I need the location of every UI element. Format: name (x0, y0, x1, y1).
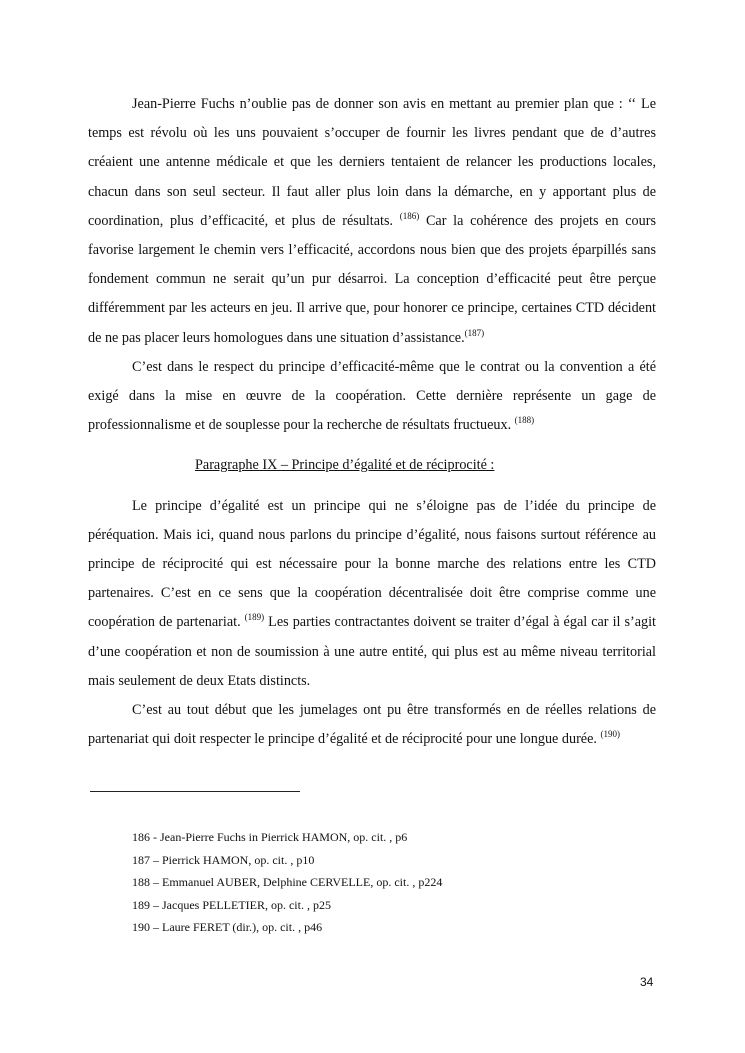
footnote-190: 190 – Laure FERET (dir.), op. cit. , p46 (132, 920, 323, 934)
body-text (88, 90, 656, 754)
footnotes (132, 826, 442, 939)
section-heading: Paragraphe IX – Principe d’égalité et de réciprocité : (195, 457, 495, 474)
paragraph-text: Les parties contractantes doivent se traiter d’égal à égal car il s’agit d’une coopération et non de soumission à une autre entité, qui plus est au même niveau territorial mais seulement de deux Etats distincts. (88, 614, 656, 689)
paragraph-1 (88, 90, 656, 353)
page-number: 34 (640, 975, 654, 989)
footnote-ref-190: (190) (600, 729, 620, 740)
footnote-ref-189: (189) (244, 612, 265, 623)
paragraph-2 (88, 353, 656, 441)
paragraph-text: C’est dans le respect du principe d’efficacité-même que le contrat ou la convention a été exigé dans la mise en œuvre de la coopération. Cette dernière représente un gage de professionnalisme et de souplesse pour la recherche de résultats fructueux. (88, 358, 656, 434)
paragraph-text: Car la cohérence des projets en cours favorise largement le chemin vers l’efficacité, accordons nous bien que des projets éparpillés sans fondement commun ne serait qu’un pur désarroi. La conception d’efficacité peut être perçue différemment par les acteurs en jeu. Il arrive que, pour honorer ce principe, certaines CTD décident de ne pas placer leurs homologues dans une situation d’assistance. (88, 212, 656, 346)
paragraph-text: Jean-Pierre Fuchs n’oublie pas de donner son avis en mettant au premier plan que : ‘‘ Le temps est révolu où les uns pouvaient s’occuper de fournir les livres pendant que de d’autres créaient une antenne médicale et que les derniers tentaient de relancer les productions locales, chacun dans son seul secteur. Il faut aller plus loin dans la démarche, en y apportant plus de coordination, plus d’efficacité, et plus de résultats. (88, 96, 656, 229)
footnote-ref-188: (188) (514, 415, 535, 426)
footnote-186: 186 - Jean-Pierre Fuchs in Pierrick HAMON, op. cit. , p6 (132, 830, 408, 844)
footnote-separator (90, 791, 300, 792)
footnote-ref-187: (187) (464, 327, 485, 338)
paragraph-3 (88, 492, 656, 696)
footnote-ref-186: (186) (399, 210, 420, 221)
footnote-188: 188 – Emmanuel AUBER, Delphine CERVELLE, op. cit. , p224 (132, 875, 443, 889)
paragraph-text: Le principe d’égalité est un principe qui ne s’éloigne pas de l’idée du principe de péréquation. Mais ici, quand nous parlons du principe d’égalité, nous faisons surtout référence au principe de réciprocité qui est nécessaire pour la bonne marche des relations entre les CTD partenaires. C’est en ce sens que la coopération décentralisée doit être comprise comme une coopération de partenariat. (88, 497, 656, 631)
footnote-189: 189 – Jacques PELLETIER, op. cit. , p25 (132, 897, 331, 912)
paragraph-text: C’est au tout début que les jumelages ont pu être transformés en de réelles relations de partenariat qui doit respecter le principe d’égalité et de réciprocité pour une longue durée. (88, 702, 656, 748)
footnote-187: 187 – Pierrick HAMON, op. cit. , p10 (132, 852, 315, 867)
paragraph-4 (88, 696, 656, 754)
